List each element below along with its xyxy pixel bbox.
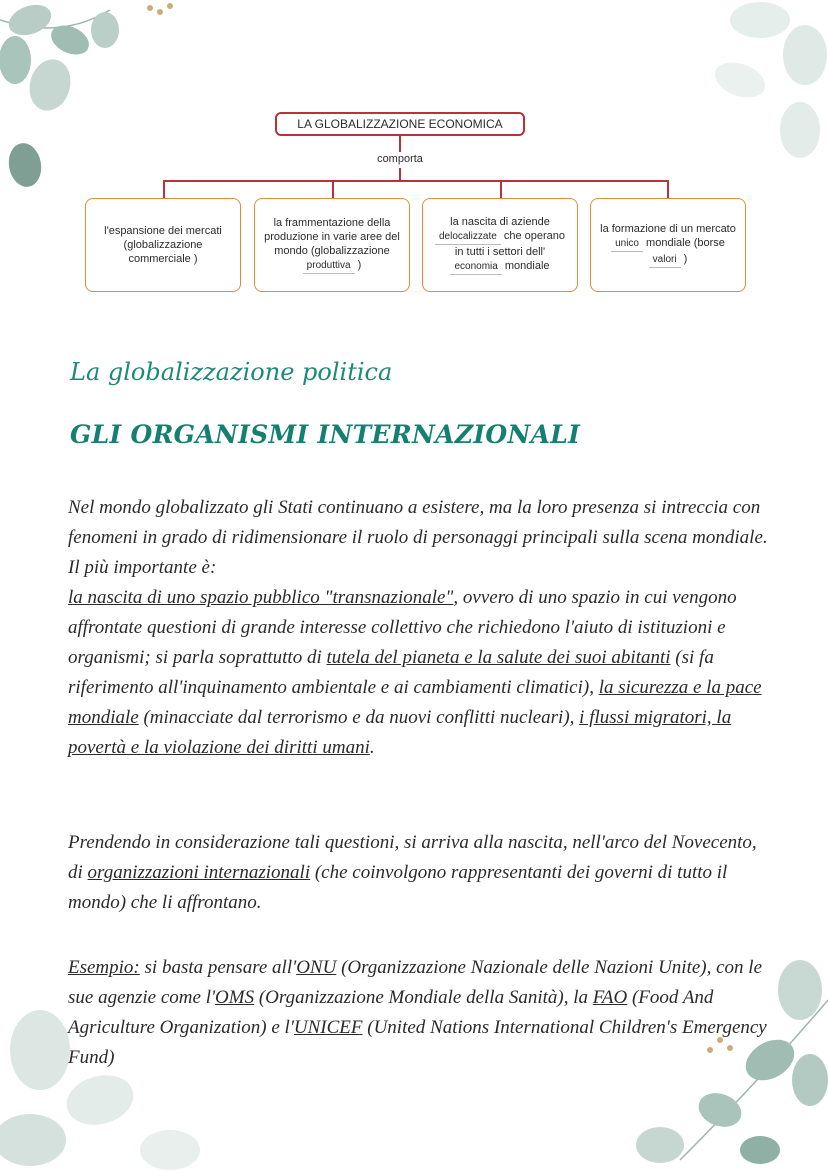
box-text: ) <box>357 259 362 271</box>
paragraph-text: si basta pensare all' <box>139 957 297 978</box>
connector-drop-line <box>667 180 669 198</box>
underlined-text: OMS <box>215 987 255 1008</box>
section-title: La globalizzazione politica <box>70 358 393 386</box>
underlined-text: i flussi migratori, la povertà e la violazione dei diritti umani <box>68 707 732 758</box>
box-fill-text: delocalizzate <box>435 230 501 245</box>
underlined-text: ONU <box>296 957 337 978</box>
paragraph-organizations <box>68 828 768 918</box>
underlined-text: la sicurezza e la pace mondiale <box>68 677 762 728</box>
paragraph-intro <box>68 493 768 763</box>
underlined-text: Esempio: <box>68 957 140 978</box>
connector-drop-line <box>500 180 502 198</box>
diagram-connector-label: comporta <box>377 153 423 165</box>
diagram-box-companies <box>422 198 578 292</box>
underlined-text: la nascita di uno spazio pubblico "transnazionale" <box>68 587 454 608</box>
paragraph-text: Nel mondo globalizzato gli Stati continuano a esistere, ma la loro presenza si intreccia con fenomeni in grado di ridimensionare il ruolo di personaggi principali sulla scena mondiale. Il più importante è: <box>68 497 768 578</box>
connector-drop-line <box>332 180 334 198</box>
box-fill-text: unico <box>611 237 643 252</box>
underlined-text: organizzazioni internazionali <box>87 862 311 883</box>
underlined-text: tutela del pianeta e la salute dei suoi abitanti <box>326 647 671 668</box>
box-text: ) <box>193 253 198 265</box>
box-text: mondiale (borse <box>646 237 725 249</box>
paragraph-text: (Organizzazione Nazionale delle Nazioni Unite), con le sue agenzie come l' <box>68 957 763 1008</box>
diagram-box-market <box>590 198 746 292</box>
box-text: che operano in tutti i settori dell' <box>454 230 566 258</box>
paragraph-text: . <box>369 737 375 758</box>
box-text: la frammentazione della produzione in varie aree del mondo (globalizzazione <box>264 217 400 257</box>
paragraph-example <box>68 953 768 1073</box>
diagram-box-production <box>254 198 410 292</box>
connector-line <box>399 168 401 180</box>
box-text: mondiale <box>504 260 550 272</box>
paragraph-text: , ovvero di uno spazio in cui vengono affrontate questioni di grande interesse collettivo che richiedono l'aiuto di istituzioni e organismi; si parla soprattutto di <box>68 587 737 668</box>
underlined-text: UNICEF <box>293 1017 363 1038</box>
paragraph-text: (Food And Agriculture Organization) e l' <box>68 987 714 1038</box>
paragraph-text: (si fa riferimento all'inquinamento ambientale e ai cambiamenti climatici), <box>68 647 714 698</box>
page-heading: GLI ORGANISMI INTERNAZIONALI <box>70 420 581 449</box>
connector-line <box>399 136 401 152</box>
paragraph-text: Prendendo in considerazione tali questioni, si arriva alla nascita, nell'arco del Novecento, di <box>68 832 757 883</box>
underlined-text: FAO <box>592 987 628 1008</box>
concept-map <box>80 110 750 300</box>
connector-drop-line <box>163 180 165 198</box>
diagram-box-commercial <box>85 198 241 292</box>
paragraph-text: (che coinvolgono rappresentanti dei governi di tutto il mondo) che li affrontano. <box>68 862 728 913</box>
paragraph-text: (Organizzazione Mondiale della Sanità), la <box>254 987 593 1008</box>
box-fill-text: produttiva <box>303 259 355 274</box>
diagram-title-box: LA GLOBALIZZAZIONE ECONOMICA <box>275 112 525 136</box>
box-text: l'espansione dei mercati (globalizzazione commerciale <box>104 225 222 265</box>
box-fill-text: valori <box>649 253 681 268</box>
box-text: la formazione di un mercato <box>600 223 736 235</box>
box-text: la nascita di aziende <box>450 216 550 228</box>
box-fill-text: economia <box>450 260 501 275</box>
paragraph-text: (United Nations International Children's Emergency Fund) <box>68 1017 767 1068</box>
box-text: ) <box>683 253 688 265</box>
paragraph-text: (minacciate dal terrorismo e da nuovi conflitti nucleari), <box>138 707 580 728</box>
connector-branch-line <box>163 180 667 182</box>
